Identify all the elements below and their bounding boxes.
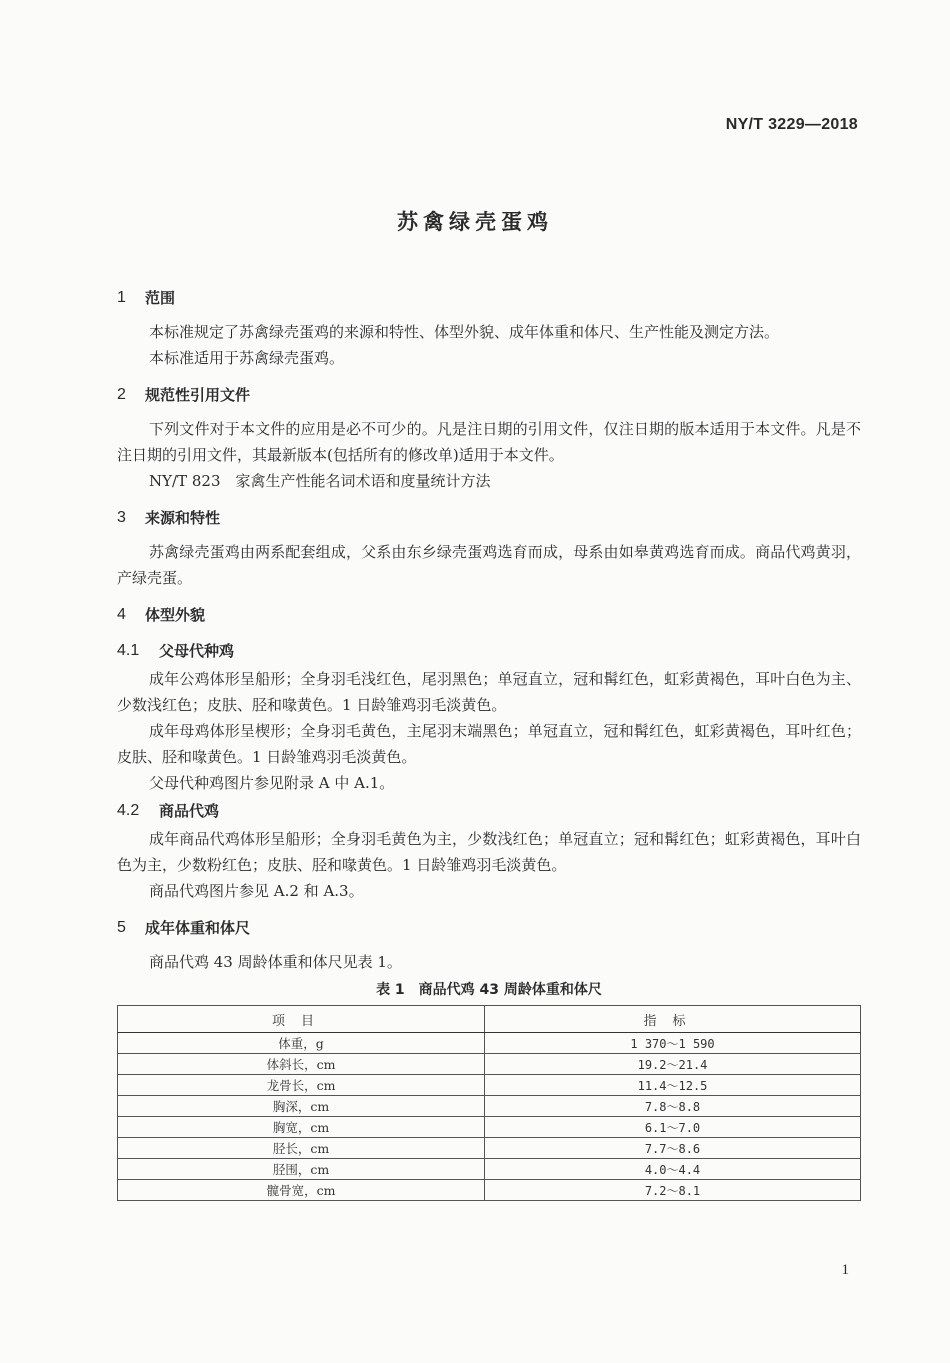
table-row bbox=[118, 1180, 861, 1201]
paragraph: 商品代鸡 43 周龄体重和体尺见表 1。 bbox=[149, 953, 402, 971]
row-value: 4.0～4.4 bbox=[485, 1159, 861, 1180]
document-body bbox=[117, 283, 861, 1201]
paragraph: 成年商品代鸡体形呈船形；全身羽毛黄色为主，少数浅红色；单冠直立；冠和髯红色；虹彩黄褐色，耳叶白色为主，少数粉红色；皮肤、胫和喙黄色。1 日龄雏鸡羽毛淡黄色。 bbox=[117, 830, 861, 874]
page-number: 1 bbox=[841, 1262, 849, 1278]
table-caption: 表 1 商品代鸡 43 周龄体重和体尺 bbox=[376, 982, 602, 998]
table-header-row bbox=[118, 1006, 861, 1033]
row-value: 1 370～1 590 bbox=[485, 1033, 861, 1054]
column-header-item: 项目 bbox=[118, 1006, 485, 1033]
section-title: 范围 bbox=[145, 289, 176, 307]
subsection-heading-4-2 bbox=[117, 796, 861, 826]
table-row bbox=[118, 1159, 861, 1180]
row-item: 体重，g bbox=[118, 1033, 485, 1054]
table-row bbox=[118, 1054, 861, 1075]
row-item: 胫长，cm bbox=[118, 1138, 485, 1159]
table-row bbox=[118, 1033, 861, 1054]
section-heading-3 bbox=[117, 503, 861, 533]
table-row bbox=[118, 1075, 861, 1096]
section-title: 来源和特性 bbox=[145, 509, 221, 527]
subsection-title: 父母代种鸡 bbox=[159, 642, 235, 660]
subsection-number: 4.1 bbox=[117, 642, 140, 659]
row-item: 胸宽，cm bbox=[118, 1117, 485, 1138]
subsection-number: 4.2 bbox=[117, 802, 140, 819]
row-item: 体斜长，cm bbox=[118, 1054, 485, 1075]
paragraph: 苏禽绿壳蛋鸡由两系配套组成，父系由东乡绿壳蛋鸡选育而成，母系由如皋黄鸡选育而成。商品代鸡黄羽，产绿壳蛋。 bbox=[117, 543, 861, 587]
row-value: 11.4～12.5 bbox=[485, 1075, 861, 1096]
table-row bbox=[118, 1096, 861, 1117]
table-row bbox=[118, 1138, 861, 1159]
section-heading-4 bbox=[117, 600, 861, 630]
body-measurement-table bbox=[117, 1005, 861, 1201]
table-row bbox=[118, 1117, 861, 1138]
section-number: 3 bbox=[117, 509, 126, 526]
section-number: 2 bbox=[117, 386, 126, 403]
column-header-value: 指标 bbox=[485, 1006, 861, 1033]
section-number: 5 bbox=[117, 919, 126, 936]
paragraph: 本标准适用于苏禽绿壳蛋鸡。 bbox=[149, 349, 345, 367]
normative-reference: NY/T 823 家禽生产性能名词术语和度量统计方法 bbox=[149, 472, 491, 490]
section-title: 成年体重和体尺 bbox=[145, 919, 251, 937]
paragraph: 本标准规定了苏禽绿壳蛋鸡的来源和特性、体型外貌、成年体重和体尺、生产性能及测定方法。 bbox=[149, 323, 780, 341]
paragraph: 下列文件对于本文件的应用是必不可少的。凡是注日期的引用文件，仅注日期的版本适用于本文件。凡是不注日期的引用文件，其最新版本(包括所有的修改单)适用于本文件。 bbox=[117, 420, 861, 464]
standard-code: NY/T 3229—2018 bbox=[725, 116, 858, 133]
row-item: 胸深，cm bbox=[118, 1096, 485, 1117]
row-value: 7.8～8.8 bbox=[485, 1096, 861, 1117]
paragraph: 成年母鸡体形呈楔形；全身羽毛黄色，主尾羽末端黑色；单冠直立，冠和髯红色，虹彩黄褐色，耳叶红色；皮肤、胫和喙黄色。1 日龄雏鸡羽毛淡黄色。 bbox=[117, 722, 861, 766]
section-number: 4 bbox=[117, 606, 126, 623]
section-number: 1 bbox=[117, 289, 126, 306]
section-heading-2 bbox=[117, 380, 861, 410]
row-value: 19.2～21.4 bbox=[485, 1054, 861, 1075]
row-value: 7.7～8.6 bbox=[485, 1138, 861, 1159]
paragraph: 商品代鸡图片参见 A.2 和 A.3。 bbox=[149, 882, 364, 900]
section-title: 规范性引用文件 bbox=[145, 386, 251, 404]
subsection-heading-4-1 bbox=[117, 636, 861, 666]
paragraph: 父母代种鸡图片参见附录 A 中 A.1。 bbox=[149, 774, 395, 792]
subsection-title: 商品代鸡 bbox=[159, 802, 220, 820]
row-value: 7.2～8.1 bbox=[485, 1180, 861, 1201]
section-heading-1 bbox=[117, 283, 861, 313]
row-value: 6.1～7.0 bbox=[485, 1117, 861, 1138]
row-item: 胫围，cm bbox=[118, 1159, 485, 1180]
section-heading-5 bbox=[117, 913, 861, 943]
paragraph: 成年公鸡体形呈船形；全身羽毛浅红色，尾羽黑色；单冠直立，冠和髯红色，虹彩黄褐色，耳叶白色为主、少数浅红色；皮肤、胫和喙黄色。1 日龄雏鸡羽毛淡黄色。 bbox=[117, 670, 861, 714]
row-item: 髋骨宽，cm bbox=[118, 1180, 485, 1201]
section-title: 体型外貌 bbox=[145, 606, 206, 624]
document-title: 苏禽绿壳蛋鸡 bbox=[397, 210, 553, 234]
row-item: 龙骨长，cm bbox=[118, 1075, 485, 1096]
